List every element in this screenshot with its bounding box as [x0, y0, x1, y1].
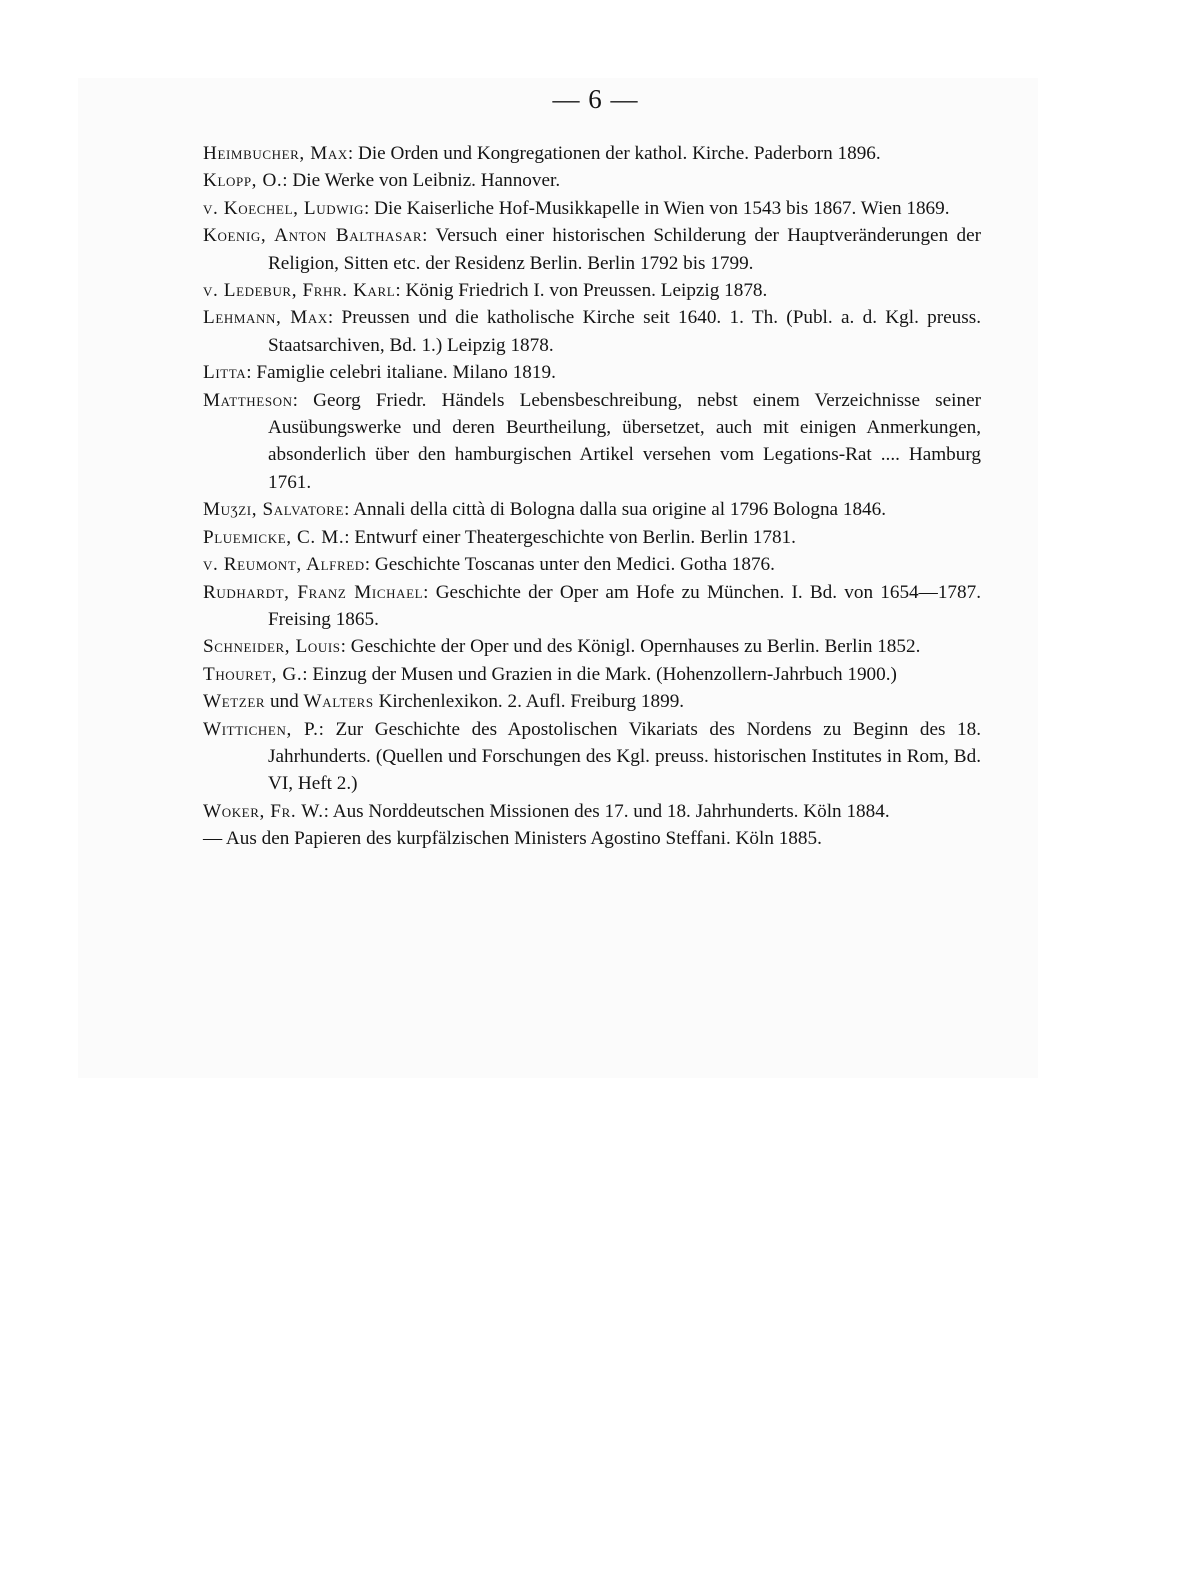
bibliography-entry — [203, 798, 981, 825]
entry-author: Rudhardt, Franz Michael — [203, 581, 424, 603]
entry-author: Woker, Fr. W. — [203, 800, 324, 822]
entry-text: : Famiglie celebri italiane. Milano 1819. — [246, 362, 556, 384]
entry-text: : Geschichte der Oper und des Königl. Opernhauses zu Berlin. Berlin 1852. — [340, 636, 921, 658]
entry-author: Wetzer — [203, 691, 266, 713]
entry-text: : Geschichte Toscanas unter den Medici. Gotha 1876. — [364, 554, 775, 576]
entry-text: : Geschichte der Oper am Hofe zu München. I. Bd. von 1654—1787. Freising 1865. — [268, 581, 981, 630]
bibliography-entry — [203, 551, 981, 578]
bibliography-entry — [203, 167, 981, 194]
bibliography-list — [203, 140, 981, 853]
entry-author: v. Koechel, Ludwig — [203, 197, 364, 219]
bibliography-entry — [203, 825, 981, 852]
bibliography-entry — [203, 222, 981, 277]
entry-text: : Die Werke von Leibniz. Hannover. — [282, 170, 561, 192]
entry-author: Walters — [303, 691, 374, 713]
bibliography-entry — [203, 716, 981, 798]
entry-text: : Georg Friedr. Händels Lebensbeschreibung, nebst einem Verzeichnisse seiner Ausübungswerke und deren Beurtheilung, übersetzet, auch mit einigen Anmerkungen, absonderlich über den hamburgischen Artikel versehen vom Legations-Rat .... Hamburg 1761. — [268, 389, 981, 493]
entry-text: : Zur Geschichte des Apostolischen Vikariats des Nordens zu Beginn des 18. Jahrhunderts. (Quellen und Forschungen des Kgl. preuss. historischen Institutes in Rom, Bd. VI, Heft 2.) — [268, 718, 982, 795]
bibliography-entry — [203, 277, 981, 304]
entry-text: und — [265, 691, 304, 713]
entry-author: Klopp, O. — [203, 170, 283, 192]
entry-author: Heimbucher, Max — [203, 143, 348, 164]
entry-author: Pluemicke, C. M. — [203, 526, 345, 548]
bibliography-entry — [203, 387, 981, 497]
bibliography-entry — [203, 633, 981, 660]
entry-text: : Versuch einer historischen Schilderung der Hauptveränderungen der Religion, Sitten etc. der Residenz Berlin. Berlin 1792 bis 1799. — [268, 225, 981, 274]
entry-text: : Aus Norddeutschen Missionen des 17. und 18. Jahrhunderts. Köln 1884. — [323, 800, 890, 822]
entry-author: Thouret, G. — [203, 663, 303, 685]
bibliography-entry — [203, 359, 981, 386]
bibliography-entry — [203, 140, 981, 167]
bibliography-entry — [203, 304, 981, 359]
bibliography-entry — [203, 524, 981, 551]
entry-author: Mattheson — [203, 389, 293, 411]
entry-text: Kirchenlexikon. 2. Aufl. Freiburg 1899. — [373, 691, 685, 713]
bibliography-entry — [203, 195, 981, 222]
entry-text: : König Friedrich I. von Preussen. Leipzig 1878. — [395, 280, 768, 302]
page-number: — 6 — — [552, 84, 639, 114]
bibliography-entry — [203, 661, 981, 688]
bibliography-entry — [203, 496, 981, 523]
bibliography-entry — [203, 579, 981, 634]
entry-text: : Entwurf einer Theatergeschichte von Berlin. Berlin 1781. — [344, 526, 796, 548]
entry-author: v. Ledebur, Frhr. Karl — [203, 280, 396, 302]
entry-author: v. Reumont, Alfred — [203, 554, 365, 576]
entry-text: : Preussen und die katholische Kirche seit 1640. 1. Th. (Publ. a. d. Kgl. preuss. Staatsarchiven, Bd. 1.) Leipzig 1878. — [268, 307, 982, 356]
entry-author: Schneider, Louis — [203, 636, 341, 658]
bibliography-entry — [203, 688, 981, 715]
entry-author: Muʒzi, Salvatore — [203, 499, 345, 521]
entry-text: : Die Orden und Kongregationen der kathol. Kirche. Paderborn 1896. — [347, 143, 881, 164]
entry-author: Koenig, Anton Balthasar — [203, 225, 423, 247]
entry-text: — Aus den Papieren des kurpfälzischen Ministers Agostino Steffani. Köln 1885. — [203, 828, 822, 850]
entry-author: Litta — [203, 362, 247, 384]
entry-text: : Die Kaiserliche Hof-Musikkapelle in Wien von 1543 bis 1867. Wien 1869. — [364, 197, 950, 219]
entry-author: Wittichen, P. — [203, 718, 319, 740]
entry-author: Lehmann, Max — [203, 307, 328, 329]
entry-text: : Einzug der Musen und Grazien in die Mark. (Hohenzollern-Jahrbuch 1900.) — [302, 663, 897, 685]
entry-text: : Annali della città di Bologna dalla sua origine al 1796 Bologna 1846. — [344, 499, 887, 521]
